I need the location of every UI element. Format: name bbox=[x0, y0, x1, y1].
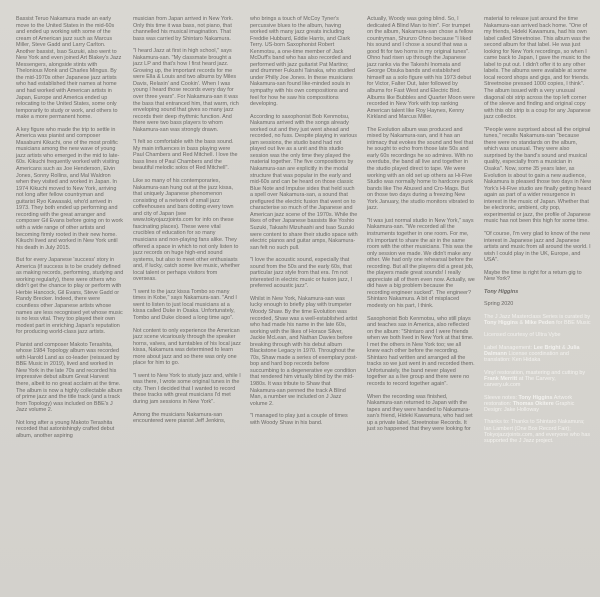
column-3 bbox=[250, 16, 358, 432]
paragraph: Whilst in New York, Nakamura-san was lucky enough to briefly play with trumpeter Woody Shaw. By the time Evolution was recorded, Shaw was a well-established artist who had made his name in the late 60s, working with the likes of Horace Silver, Jackie McLean, and Nathan Davies before breaking through with his debut album Blackstone Legacy in 1970. Throughout the 70s, Shaw made a series of exemplary post-bop and hard bop records before succumbing to a degenerative eye condition that rendered him virtually blind by the mid-1980s. It was tribute to Shaw that Nakamura-san penned the track A Blind Man, a number we included on J Jazz volume 2. bbox=[250, 295, 358, 407]
paragraph: Actually, Woody was going blind. So, I dedicated A Blind Man to him". For trumpet on the album, Nakamura-san chose a fellow countryman, Shunzo Ohno because "I liked his sound and I chose a sound that was a good fit for two horns in my original tunes". Ohno had risen up through the Japanese jazz ranks via the Takeshi Inomata and George Otsuka bands and established himself as a solo figure with his 1973 debut for Victor, Falter Out, later followed by albums for Fast West and Electric Bird. Albums like Bubbles and Quarter Moon were recorded in New York with top ranking American talent like Roy Haynes, Kenny Kirkland and Marcus Miller. bbox=[367, 16, 475, 121]
paragraph: Bassist Teruo Nakamura made an early move to the United States in the mid-60s and ended up working with some of the cream of American jazz such as Marcus Miller, Steve Gadd and Larry Carlton. Another bassist, Isao Suzuki, also went to New York and even joined Art Blakey's Jazz Messengers, alongside stints with Thelonious Monk and Charles Mingus. By the mid-1970s other Japanese jazz artists who had established their names at home and had worked with American artists in Japan, Europe and America ended up relocating to the United States, some only temporarily to study or work, and others to make a more permanent home. bbox=[16, 16, 122, 121]
paragraph: When the recording was finished, Nakamura-san returned to Japan with the tapes and they were handed to Nakamura-san's friend, Hideki Kawamura, who had set up a private label, Streetnoise Records. It just so happened that they were looking for bbox=[367, 393, 473, 433]
paragraph: who brings a touch of McCoy Tyner's percussive blues to the album, having worked with many jazz greats including Freddie Hubbard, Eddie Harris, and Clark Terry. US-born Saxophonist Robert Kenmotsu, a one-time member of Jack McDuff's band who has also recorded and performed with jazz guitarist Pat Martino; and drummer Fukushi Tainaka, who studied under Philly Joe Jones. In these musicians Nakamura-san found like-minded souls in sympathy with his own compositions and feel for how he saw his compositions developing. bbox=[250, 16, 356, 108]
signature-date: Spring 2020 bbox=[484, 301, 514, 308]
credit-line: Vinyl restoration, mastering and cutting by Frank Merritt at The Carvery, carvery.uk.com bbox=[484, 369, 586, 389]
paragraph: "I felt so comfortable with the bass sound. My main influences in bass playing were Paul Chambers and Red Mitchell. I love the bass lines of Paul Chambers and the beautiful melodic solos of Red Mitchell". bbox=[133, 139, 238, 172]
paragraph: Not long after a young Makoto Terashita recorded that astonishingly crafted debut album, another aspiring bbox=[16, 419, 115, 439]
paragraph: "Of course, I'm very glad to know of the new interest in Japanese jazz and Japanese artists and music from all around the world. I wish I could play in the UK, Europe, and USA". bbox=[484, 230, 591, 264]
paragraph: Pianist and composer Makoto Terashita, whose 1984 Topology album was recorded with Harold Land as co-leader (reissued by BBE Music in 2019), lived and worked in New York in the late 70s and recorded his impressive debut album Great Harvest there, albeit to no great acclaim at the time. The album is now a highly collectable album of prime jazz and the title track (and a track from Topology) was included on BBE's J Jazz volume 2. bbox=[16, 341, 123, 414]
credit-line: Licensed courtesy of Ultra Vybe bbox=[484, 332, 561, 339]
column-1 bbox=[16, 16, 124, 445]
paragraph: But for every Japanese 'success' story in America (if success is to be crudely defined as making records, performing, studying and working regularly), there were others who didn't get the chance to play or perform with Herbie Hancock, Gil Evans, Steve Gadd or Randy Brecker. Indeed, there were countless other Japanese artists whose names are less recognised yet whose music is no less vital. They too played their own modest part in enriching Japan's reputation for producing world-class jazz artists. bbox=[16, 257, 124, 336]
paragraph: Among the musicians Nakamura-san encountered were pianist Jeff Jenkins, bbox=[133, 411, 226, 425]
paragraph: Maybe the time is right for a return gig to New York? bbox=[484, 269, 582, 283]
paragraph: "People were surprised about all the original tunes," recalls Nakamura-san "because there were no standards on the album, which was unusual. They were also surprised by the band's sound and musical quality, especially from a musician in Osaka". Now, some 35 years later, as Evolution is about to gain a new audience, Nakamura is pleased those two days in New York's Hi-Five studio are finally getting heard again as part of a wider resurgence in interest in the music of Japan. Whether that be electronic, ambient, city pop, experimental or jazz, the profile of Japanese music has not been this high for some time. bbox=[484, 126, 592, 225]
author-signature: Tony Higgins bbox=[484, 288, 519, 295]
paragraph: "I heard Jazz at first in high school," says Nakamura-san. "My classmate brought a jazz LP and that's how I first heard jazz. Growing up, the important records for me were Ella & Louis and two albums by Miles Davis, Relaxin' and Cookin'. When I was young I heard those records every day for over three years". For Nakamura-san it was the bass that entranced him, that warm, rich enveloping sound that gives so many jazz records their deep rhythmic function. And there were two bass players to whom Nakamura-san was strongly drawn. bbox=[133, 48, 239, 133]
paragraph: "I went to New York to study jazz and, while I was there, I wrote some original tunes in the city. Then I decided that I wanted to record these tracks with great musicians I'd met during jam sessions in New York". bbox=[133, 372, 241, 405]
paragraph: A key figure who made the trip to settle in America was pianist and composer Masabumi Kikuchi, one of the most prolific musicians among the new wave of young jazz artists who emerged in the mid to late-60s. Kikuchi frequently worked with visiting Americans such as Joe Henderson, Elvin Jones, Sonny Rollins, and Mal Waldron when they visited and worked in Japan. In 1974 Kikuchi moved to New York, arriving not long after fellow countryman and guitarist Ryo Kawasaki, who'd arrived in 1973. They both ended up performing and recording with the great arranger and composer Gil Evans before going on to work with a wide range of other artists and becoming firmly rooted in their new home. Kikuchi lived and worked in New York until his death in July 2015. bbox=[16, 126, 123, 251]
paragraph: "I love the acoustic sound, especially that sound from the 50s and the early 60s, that particular jazz style from that era. I'm not interested in electric music or fusion jazz, I preferred acoustic jazz". bbox=[250, 257, 353, 290]
paragraph: "I went to the jazz kissa Tombo so many times in Kobe," says Nakamura-san. "And I went to listen to just local musicians at a kissa called Duke in Osaka. Unfortunately, Tombo and Duke closed a long time ago". bbox=[133, 288, 237, 321]
paragraph: Like so many of his contemporaries, Nakamura-san hung out at the jazz kissa, that uniquely Japanese phenomenon consisting of a network of small jazz coffeehouses and bars dotting every town and city of Japan (see www.tokyojazzjoints.com for info on these fascinating places). These were vital crucibles of education for so many musicians and non-playing fans alike. They offered a space in which to not only listen to jazz records on huge high-end sound systems, but also to meet other enthusiasts and, if lucky, catch some live music, whether local talent or perhaps visitors from overseas. bbox=[133, 178, 240, 283]
credit-line: Sleeve notes: Tony Higgins Artwork restoration: Thomas Okitere Graphic Design: Jake Holloway bbox=[484, 394, 575, 414]
paragraph: According to saxophonist Bob Kenmotsu, Nakamura arrived with the songs already worked out and they just went ahead and recorded, no fuss. Despite playing in various jam sessions, the studio band had not played out live as a unit and this studio session was the only time they played the material together. The five compositions by Nakamura-san are explicitly in the modal structure that was popular in the early and mid-60s and can be heard on those classic Blue Note and Impulse sides that held such a spell over Nakamura-san, a sound that prefigured the electric fusion that went on to characterise so much of the Japanese and American jazz scene of the 1970s. While the likes of other Japanese bassists like Yoshio Suzuki, Takashi Mizuhashi and Isao Suzuki were content to share their studio space with electric pianos and guitar amps, Nakamura-san felt no such pull. bbox=[250, 113, 358, 251]
credit-line: Label Management: Lee Bright & Julia Dalmann License coordination and translation: Ken Hidaka bbox=[484, 344, 580, 364]
paragraph: musician from Japan arrived in New York. Only this time it was bass, not piano, that channelled his musical imagination. That bass was carried by Shintaro Nakamura. bbox=[133, 16, 234, 42]
column-4 bbox=[367, 16, 475, 439]
credit-line: Thanks to: Thanks to Shintaro Nakamura; Ian Lambert (One Box Record Fair); Tokyojazzjoints.com, and everyone who has supported the J Jazz project. bbox=[484, 419, 591, 445]
paragraph: material to release just around the time Nakamura-san arrived back home. "One of my friends, Hideki Kawamura, had his own label called Streetnoise. This album was the second album for that label. He was just looking for New York recordings, so when I came back to Japan, I gave the music to the label to put out. I didn't offer it to any other labels. The albums were available at some local record shops and gigs, and for friends. Streetnoise pressed 1000 copies, I think". The album issued with a very unusual diagonal obi strip across the top left corner of the sleeve and finding and original copy with this obi strip is a coup for any Japanese jazz collector. bbox=[484, 16, 591, 121]
paragraph: Not content to only experience the American jazz scene vicariously through the speaker horns, valves, and turntables of his local jazz kissa, Nakamura was determined to learn more about jazz and so there was only one place for him to go. bbox=[133, 327, 241, 367]
paragraph: "It was just normal studio in New York," says Nakamura-san. "We recorded all the instruments together in one room. For me, it's important to share the air in the same room with the other musicians. This was the only session we made. We didn't make any other. We had only one rehearsal before the recording. But all the players did a great job, the players made great sounds! I really appreciate all of them even now. Actually, we did have a big problem because the recording engineer sucked". The engineer? Shintaro Nakamura. A bit of misplaced modesty on his part, I think. bbox=[367, 217, 475, 309]
paragraph: "I managed to play just a couple of times with Woody Shaw in his band. bbox=[250, 413, 348, 426]
paragraph: The Evolution album was produced and mixed by Nakamura-san, and it has an intimacy that evokes the sound and feel that he sought to echo from those late 50s and early 60s recordings he so admires. With no overdubs, the band all live and together in the studio played direct to tape. We were working with an old set up others as Hi-Five Studio was normally home to hardcore punk bands like The Abused and Cro-Mags. But on those two days during a freezing New York January, the studio monitors vibrated to jazz. bbox=[367, 126, 474, 212]
paragraph: Saxophonist Bob Kenmotsu, who still plays and teaches sax in America, also reflected on the album: "Shintaro and I were friends when we both lived in New York at that time. I met the others in New York too; we all knew each other before the recording. Shintaro had written and arranged all the tracks so we just went in and recorded them. Unfortunately, the band never played together as a live group and there were no records to record together again". bbox=[367, 315, 475, 387]
credits-block bbox=[484, 314, 592, 445]
credit-line: The J Jazz Masterclass Series is curated by Tony Higgins & Mike Peden for BBE Music bbox=[484, 313, 591, 327]
column-2 bbox=[133, 16, 241, 431]
column-5 bbox=[484, 16, 592, 451]
